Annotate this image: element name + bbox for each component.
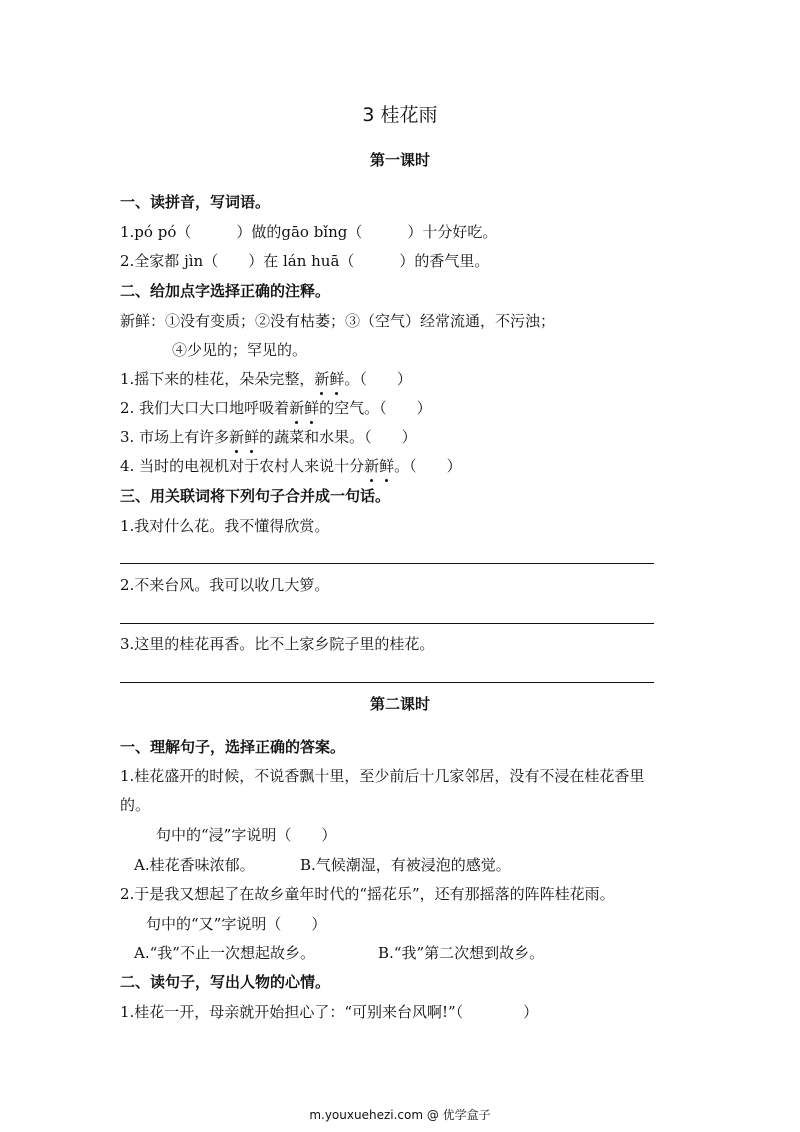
l2-section1-heading: 一、理解句子，选择正确的答案。	[120, 738, 346, 756]
item-text-after: 的空气。（ ）	[319, 399, 432, 417]
l1-s3-question-2: 2.不来台风。我可以收几大箩。	[120, 576, 330, 594]
dotted-char: 新	[364, 457, 380, 475]
l1-s1-question-1: 1.pó pó（ ）做的gāo bǐng（ ）十分好吃。	[120, 223, 498, 241]
l1-section2-heading: 二、给加点字选择正确的注释。	[120, 282, 331, 300]
l2-s1-q2-prompt: 句中的“又”字说明（ ）	[146, 915, 327, 933]
l2-s1-q1-option-b: B.气候潮湿，有被浸泡的感觉。	[300, 856, 511, 874]
l1-s2-item-3	[120, 427, 417, 447]
dotted-char: 新	[314, 370, 330, 388]
l2-s1-q1-prompt: 句中的“浸”字说明（ ）	[156, 826, 337, 844]
l2-section2-heading: 二、读句子，写出人物的心情。	[120, 973, 331, 991]
item-text-after: 的蔬菜和水果。（ ）	[259, 428, 417, 446]
item-text-before: 1.摇下来的桂花，朵朵完整，	[120, 370, 315, 388]
l1-section3-heading: 三、用关联词将下列句子合并成一句话。	[120, 487, 391, 505]
l2-s1-q2-option-a: A.“我”不止一次想起故乡。	[134, 944, 315, 962]
l2-s1-q1-line-2: 的。	[120, 796, 151, 814]
dotted-char: 新	[229, 428, 245, 446]
dotted-char: 新	[289, 399, 305, 417]
item-text-after: 。（ ）	[344, 370, 412, 388]
l1-s1-question-2: 2.全家都 jìn（ ）在 lán huā（ ）的香气里。	[120, 252, 490, 270]
l2-s1-q1-line-1: 1.桂花盛开的时候，不说香飘十里，至少前后十几家邻居，没有不浸在桂花香里	[120, 767, 645, 785]
answer-line-3	[120, 682, 654, 683]
item-text-after: 。（ ）	[394, 457, 462, 475]
l1-section1-heading: 一、读拼音，写词语。	[120, 193, 271, 211]
answer-line-2	[120, 623, 654, 624]
l2-s2-question-1: 1.桂花一开，母亲就开始担心了：“可别来台风啊!”（ ）	[120, 1003, 539, 1021]
definition-line-1: 新鲜：①没有变质；②没有枯萎；③（空气）经常流通，不污浊；	[120, 312, 556, 330]
l1-s2-item-4	[120, 456, 462, 476]
l1-s2-item-1	[120, 369, 412, 389]
item-text-before: 4. 当时的电视机对于农村人来说十分	[120, 457, 365, 475]
answer-line-1	[120, 563, 654, 564]
lesson1-heading: 第一课时	[369, 151, 430, 169]
dotted-char: 鲜	[304, 399, 320, 417]
dotted-char: 鲜	[329, 370, 345, 388]
footer-watermark: m.youxuehezi.com @ 优学盒子	[309, 1108, 491, 1122]
l2-s1-q1-option-a: A.桂花香味浓郁。	[134, 856, 255, 874]
worksheet-title: 3 桂花雨	[362, 104, 438, 126]
item-text-before: 2. 我们大口大口地呼吸着	[120, 399, 290, 417]
dotted-char: 鲜	[379, 457, 395, 475]
item-text-before: 3. 市场上有许多	[120, 428, 230, 446]
l1-s3-question-3: 3.这里的桂花再香。比不上家乡院子里的桂花。	[120, 635, 435, 653]
l1-s2-item-2	[120, 398, 432, 418]
l2-s1-q2-option-b: B.“我”第二次想到故乡。	[378, 944, 545, 962]
l1-s3-question-1: 1.我对什么花。我不懂得欣赏。	[120, 517, 330, 535]
l2-s1-q2-line-1: 2.于是我又想起了在故乡童年时代的“摇花乐”，还有那摇落的阵阵桂花雨。	[120, 885, 615, 903]
definition-line-2: ④少见的；罕见的。	[172, 341, 308, 359]
lesson2-heading: 第二课时	[369, 695, 430, 713]
dotted-char: 鲜	[244, 428, 260, 446]
